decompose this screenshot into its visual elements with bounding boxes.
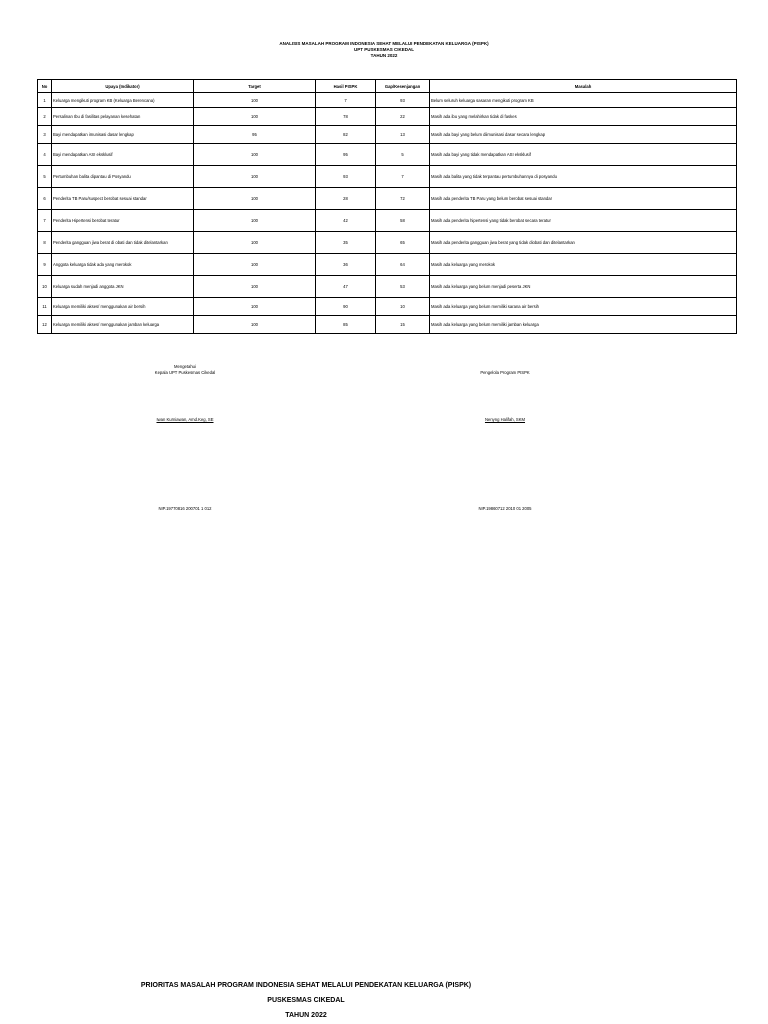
header-year: TAHUN 2022 (370, 53, 398, 58)
footer-line1: PRIORITAS MASALAH PROGRAM INDONESIA SEHAT MELALUI PENDEKATAN KELUARGA (PISPK) (140, 982, 472, 989)
table-cell-indikator: Keluarga memiliki akses/ menggunakan air bersih (52, 298, 194, 316)
table-row (38, 93, 737, 108)
table-cell-hasil: 82 (316, 126, 376, 144)
table-cell-hasil: 7 (316, 93, 376, 108)
table-cell-indikator: Bayi mendapatkan imunisasi dasar lengkap (52, 126, 194, 144)
table-cell-gap: 58 (376, 210, 430, 232)
table-cell-no: 9 (38, 254, 52, 276)
header-institution: UPT PUSKESMAS CIKEDAL (353, 47, 414, 52)
table-cell-target: 100 (194, 166, 316, 188)
table-row (38, 316, 737, 334)
table-cell-target: 100 (194, 93, 316, 108)
table-cell-target: 95 (194, 126, 316, 144)
table-row (38, 166, 737, 188)
table-cell-target: 100 (194, 298, 316, 316)
table-cell-masalah: Masih ada keluarga yang merokok (430, 254, 737, 276)
table-cell-gap: 93 (376, 93, 430, 108)
table-cell-no: 4 (38, 144, 52, 166)
table-cell-hasil: 35 (316, 232, 376, 254)
footer-line3: TAHUN 2022 (285, 1012, 327, 1019)
table-cell-masalah: Masih ada bayi yang tidak mendapatkan ASI eksklusif (430, 144, 737, 166)
table-cell-no: 3 (38, 126, 52, 144)
table-cell-target: 100 (194, 276, 316, 298)
table-cell-masalah: Belum seluruh keluarga sasaran mengikuti program KB (430, 93, 737, 108)
table-cell-masalah: Masih ada keluarga yang belum menjadi peserta JKN (430, 276, 737, 298)
column-header-masalah: Masalah (430, 80, 737, 93)
column-header-target: Target (194, 80, 316, 93)
table-cell-no: 2 (38, 108, 52, 126)
table-cell-gap: 5 (376, 144, 430, 166)
column-header-indikator: Upaya (Indikator) (52, 80, 194, 93)
table-cell-indikator: Penderita Hipertensi berobat teratur (52, 210, 194, 232)
table-cell-hasil: 47 (316, 276, 376, 298)
table-cell-hasil: 42 (316, 210, 376, 232)
table-cell-hasil: 93 (316, 166, 376, 188)
table-cell-masalah: Masih ada penderita TB Paru yang belum berobat sesuai standar (430, 188, 737, 210)
table-cell-target: 100 (194, 144, 316, 166)
table-cell-gap: 10 (376, 298, 430, 316)
table-cell-indikator: Penderita gangguan jiwa berat di obati dan tidak ditelantarkan (52, 232, 194, 254)
table-cell-gap: 65 (376, 232, 430, 254)
table-row (38, 298, 737, 316)
column-header-gap: Gap/Kesenjangan (376, 80, 430, 93)
signature-left-nip: NIP.19770816 200701 1 012 (158, 506, 212, 511)
table-row (38, 254, 737, 276)
table-cell-masalah: Masih ada penderita gangguan jiwa berat yang tidak diobati dan ditelantarkan (430, 232, 737, 254)
header-title: ANALISIS MASALAH PROGRAM INDONESIA SEHAT MELALUI PENDEKATAN KELUARGA (PISPK) (279, 41, 489, 46)
table-cell-masalah: Masih ada ibu yang melahirkan tidak di faskes (430, 108, 737, 126)
table-cell-hasil: 95 (316, 144, 376, 166)
table-row (38, 144, 737, 166)
table-cell-target: 100 (194, 108, 316, 126)
table-row (38, 188, 737, 210)
signature-left-name: Iwan Kurniawan, Amd.Keg, SE (156, 417, 214, 422)
table-header-row (38, 80, 737, 93)
table-row (38, 232, 737, 254)
signature-left-title (120, 364, 250, 376)
table-cell-hasil: 78 (316, 108, 376, 126)
table-cell-indikator: Keluarga sudah menjadi anggota JKN (52, 276, 194, 298)
table-cell-hasil: 90 (316, 298, 376, 316)
table-cell-target: 100 (194, 316, 316, 334)
table-cell-masalah: Masih ada balita yang tidak terpantau pertumbuhannya di posyandu (430, 166, 737, 188)
table-cell-masalah: Masih ada penderita hipertensi yang tidak berobat secara teratur (430, 210, 737, 232)
table-cell-indikator: Penderita TB Paru/suspect berobat sesuai standar (52, 188, 194, 210)
table-cell-masalah: Masih ada bayi yang belum diimunisasi dasar secara lengkap (430, 126, 737, 144)
table-cell-gap: 22 (376, 108, 430, 126)
signature-left-line1: Mengetahui (174, 364, 196, 369)
table-cell-indikator: Anggota keluarga tidak ada yang merokok (52, 254, 194, 276)
table-cell-no: 1 (38, 93, 52, 108)
table-cell-indikator: Keluarga memiliki akses/ menggunakan jamban keluarga (52, 316, 194, 334)
table-body (38, 93, 737, 334)
column-header-hasil: Hasil PISPK (316, 80, 376, 93)
signature-left-line2: Kepala UPT Puskesmas Cikedal (154, 370, 216, 375)
table-cell-masalah: Masih ada keluarga yang belum memiliki jamban keluarga (430, 316, 737, 334)
column-header-no: No (38, 80, 52, 93)
table-cell-indikator: Pertumbuhan balita dipantau di Posyandu (52, 166, 194, 188)
table-cell-target: 100 (194, 188, 316, 210)
document-header (0, 41, 768, 59)
table-row (38, 108, 737, 126)
table-cell-gap: 64 (376, 254, 430, 276)
table-cell-indikator: Bayi mendapatkan ASI eksklusif (52, 144, 194, 166)
table-cell-hasil: 28 (316, 188, 376, 210)
table-cell-no: 10 (38, 276, 52, 298)
table-cell-masalah: Masih ada keluarga yang belum memiliki sarana air bersih (430, 298, 737, 316)
table-cell-no: 11 (38, 298, 52, 316)
table-cell-gap: 15 (376, 316, 430, 334)
table-cell-no: 6 (38, 188, 52, 210)
signature-right-nip: NIP.19860712 2010 01 2005 (478, 506, 532, 511)
table-cell-gap: 53 (376, 276, 430, 298)
signature-right-role: Pengelola Program PISPK (480, 370, 530, 375)
table-cell-indikator: Persalinan Ibu di fasilitas pelayanan kesehatan (52, 108, 194, 126)
table-cell-no: 12 (38, 316, 52, 334)
analysis-table (37, 79, 737, 334)
table-cell-no: 5 (38, 166, 52, 188)
table-row (38, 276, 737, 298)
table-cell-indikator: Keluarga mengikuti program KB (Keluarga Berencana) (52, 93, 194, 108)
footer-line2: PUSKESMAS CIKEDAL (267, 997, 345, 1004)
table-cell-target: 100 (194, 210, 316, 232)
table-cell-target: 100 (194, 232, 316, 254)
table-cell-gap: 7 (376, 166, 430, 188)
table-cell-no: 8 (38, 232, 52, 254)
table-cell-gap: 72 (376, 188, 430, 210)
table-row (38, 210, 737, 232)
footer-title (0, 978, 612, 1023)
table-cell-target: 100 (194, 254, 316, 276)
signature-right-name: Nenyng Halifah, SKM (484, 417, 526, 422)
table-cell-gap: 13 (376, 126, 430, 144)
table-cell-no: 7 (38, 210, 52, 232)
table-cell-hasil: 85 (316, 316, 376, 334)
table-row (38, 126, 737, 144)
table-cell-hasil: 36 (316, 254, 376, 276)
